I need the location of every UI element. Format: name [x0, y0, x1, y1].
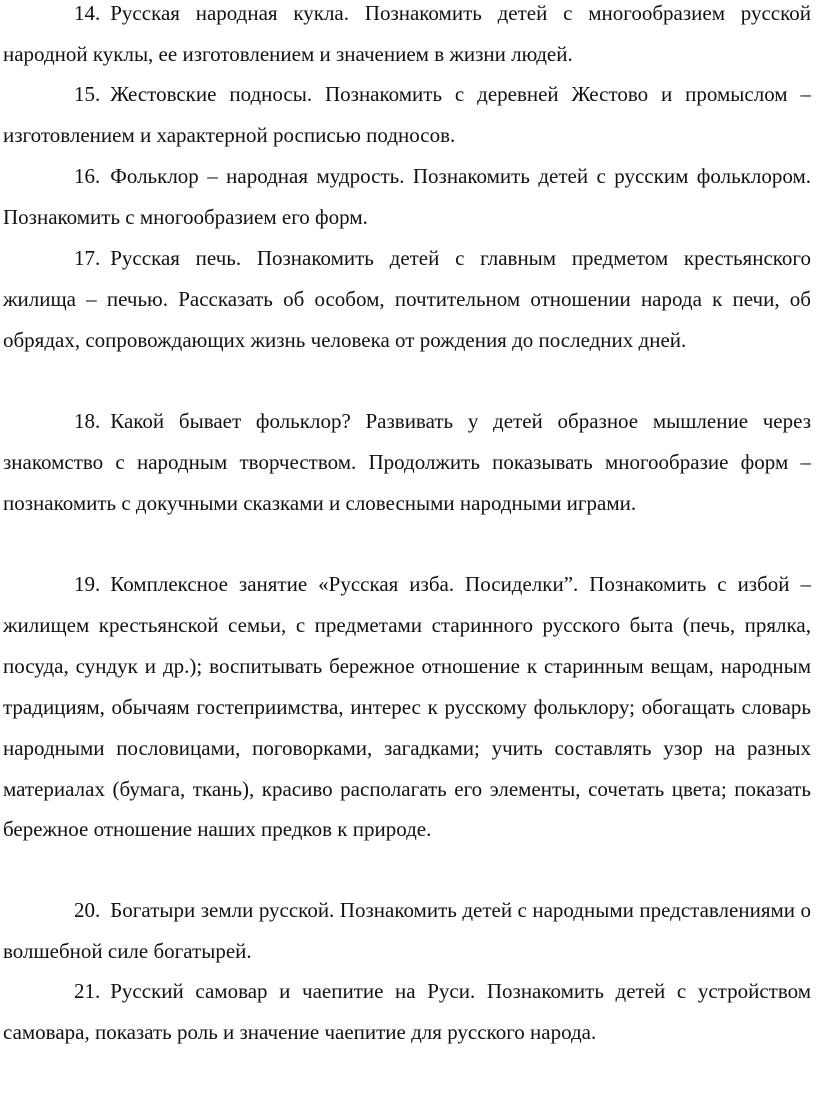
item-text: Жестовские подносы. Познакомить с деревней Жестово и промыслом – изготовлением и характерной росписью подносов.	[3, 82, 811, 147]
item-text: Русская печь. Познакомить детей с главным предметом крестьянского жилища – печью. Рассказать об особом, почтительном отношении народа к печи, об обрядах, сопровождающих жизнь человека от рождения до последних дней.	[3, 246, 811, 352]
list-item	[3, 0, 811, 75]
item-text: Комплексное занятие «Русская изба. Посиделки”. Познакомить с избой – жилищем крестьянской семьи, с предметами старинного русского быта (печь, прялка, посуда, сундук и др.); воспитывать бережное отношение к старинным вещам, народным традициям, обычаям гостеприимства, интерес к русскому фольклору; обогащать словарь народными пословицами, поговорками, загадками; учить составлять узор на разных материалах (бумага, ткань), красиво располагать его элементы, сочетать цвета; показать бережное отношение наших предков к природе.	[3, 572, 811, 842]
item-text: Богатыри земли русской. Познакомить детей с народными представлениями о волшебной силе богатырей.	[3, 898, 811, 963]
list-item	[3, 401, 811, 524]
item-text: Фольклор – народная мудрость. Познакомить детей с русским фольклором. Познакомить с многообразием его форм.	[3, 164, 811, 229]
item-number: 17.	[74, 246, 101, 270]
item-text: Русская народная кукла. Познакомить детей с многообразием русской народной куклы, ее изготовлением и значением в жизни людей.	[3, 1, 811, 66]
item-number: 14.	[74, 1, 101, 25]
item-text: Русский самовар и чаепитие на Руси. Познакомить детей с устройством самовара, показать роль и значение чаепитие для русского народа.	[3, 979, 811, 1044]
item-number: 18.	[74, 409, 101, 433]
list-item	[3, 156, 811, 238]
list-item	[3, 238, 811, 361]
item-number: 15.	[74, 82, 101, 106]
list-item	[3, 890, 811, 972]
list-item	[3, 564, 811, 850]
item-number: 20.	[74, 898, 101, 922]
item-number: 19.	[74, 572, 101, 596]
item-number: 16.	[74, 164, 101, 188]
item-text: Какой бывает фольклор? Развивать у детей образное мышление через знакомство с народным творчеством. Продолжить показывать многообразие форм – познакомить с докучными сказками и словесными народными играми.	[3, 409, 811, 515]
list-item	[3, 74, 811, 156]
list-item	[3, 971, 811, 1053]
item-number: 21.	[74, 979, 101, 1003]
